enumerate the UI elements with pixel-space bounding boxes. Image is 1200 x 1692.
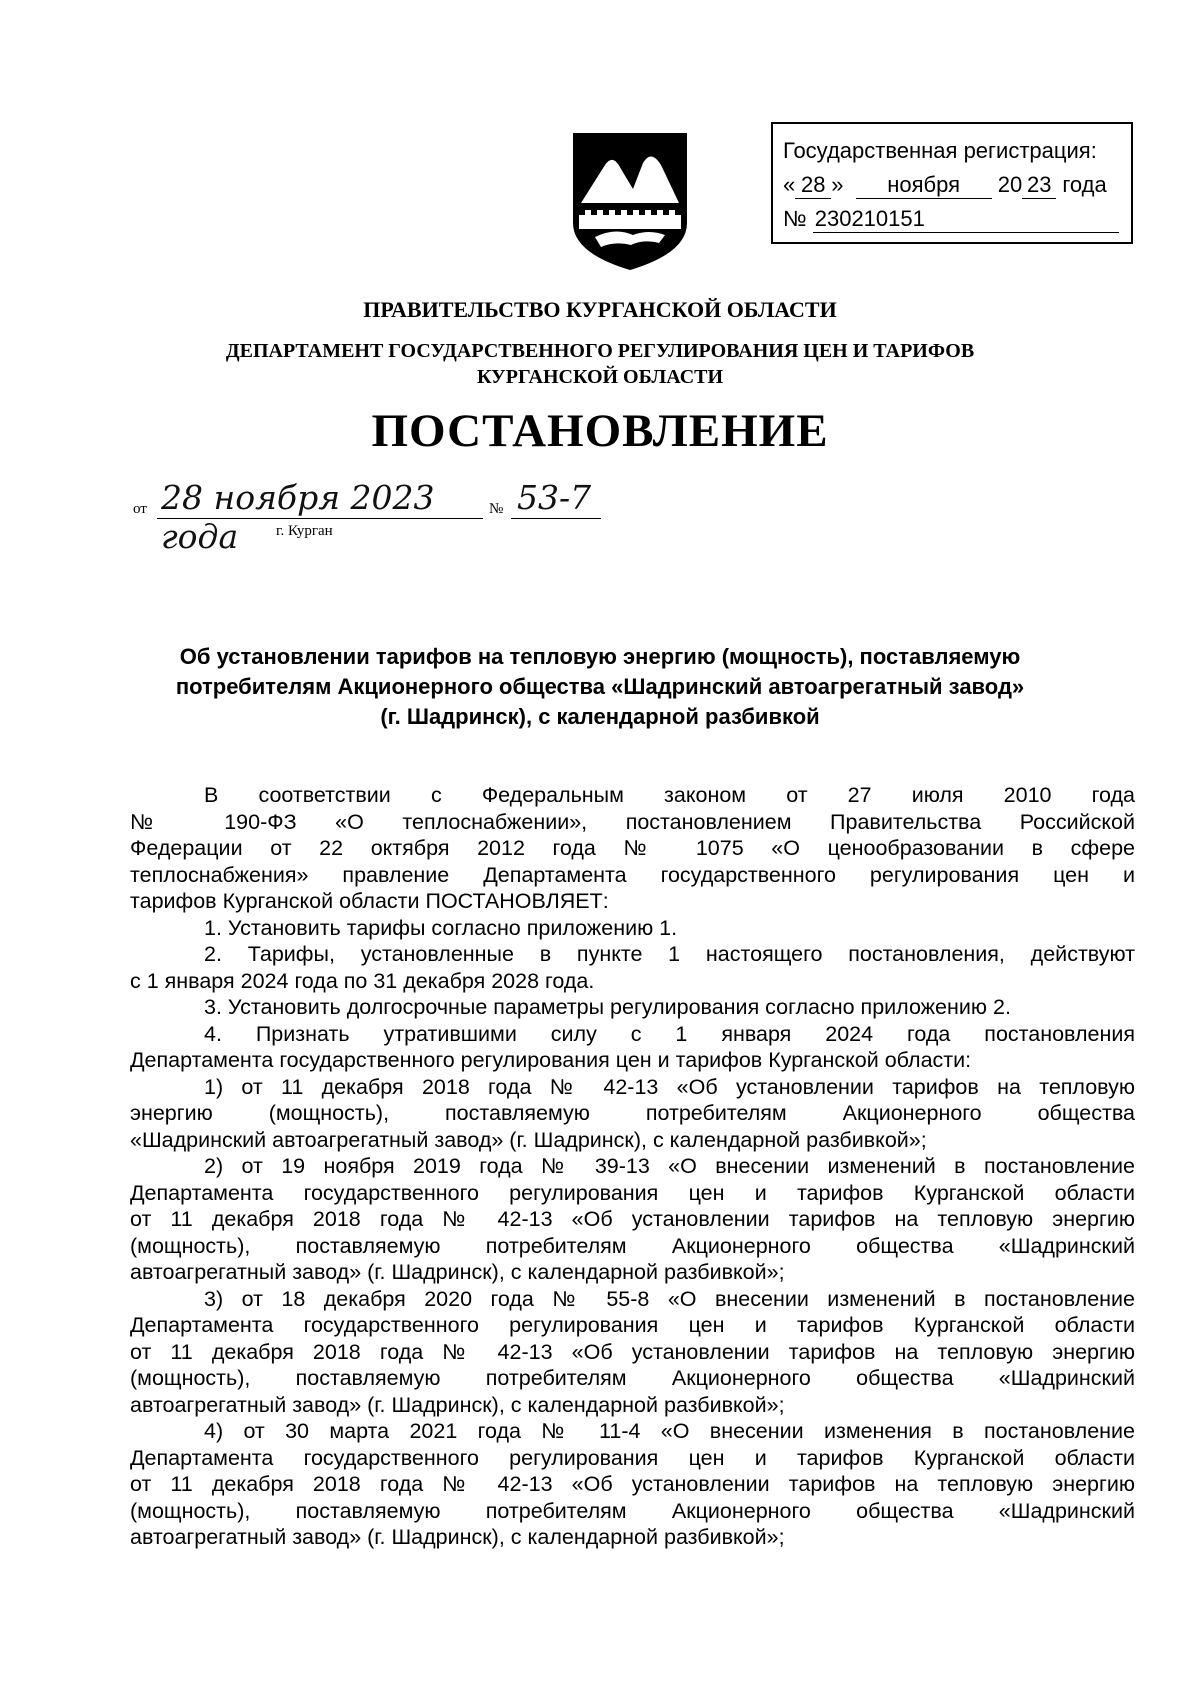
title-line: Об установлении тарифов на тепловую энергию (мощность), поставляемую <box>179 644 1021 669</box>
item-1-paragraph: 1. Установить тарифы согласно приложению 1. <box>204 915 678 940</box>
registration-box <box>771 122 1133 244</box>
from-label: от <box>133 501 147 517</box>
subitem-3-paragraph: 3) от 18 декабря 2020 года № 55-8 «О внесении изменений в постановление Департамента государственного регулирования цен и тарифов Курганской области от 11 декабря 2018 года № 42-13 «Об установлении тарифов на тепловую энергию (мощность), поставляемую потребителям Акционерного общества «Шадринский автоагрегатный завод» (г. Шадринск), с календарной разбивкой»; <box>130 1286 1135 1417</box>
registration-day: 28 <box>795 172 831 199</box>
subitem-4-paragraph: 4) от 30 марта 2021 года № 11-4 «О внесении изменения в постановление Департамента государственного регулирования цен и тарифов Курганской области от 11 декабря 2018 года № 42-13 «Об установлении тарифов на тепловую энергию (мощность), поставляемую потребителям Акционерного общества «Шадринский автоагрегатный завод» (г. Шадринск), с календарной разбивкой»; <box>130 1419 1135 1549</box>
department-name-line1: ДЕПАРТАМЕНТ ГОСУДАРСТВЕННОГО РЕГУЛИРОВАНИЯ ЦЕН И ТАРИФОВ <box>225 340 975 362</box>
number-label: № <box>489 501 504 517</box>
coat-of-arms-icon <box>571 131 689 272</box>
item-3-paragraph: 3. Установить долгосрочные параметры регулирования согласно приложению 2. <box>204 995 1011 1019</box>
department-name-line2: КУРГАНСКОЙ ОБЛАСТИ <box>476 366 724 388</box>
title-line: потребителям Акционерного общества «Шадринский автоагрегатный завод» <box>175 674 1025 699</box>
preamble-paragraph: В соответствии с Федеральным законом от 27 июля 2010 года № 190-ФЗ «О теплоснабжении», постановлением Правительства Российской Федерации от 22 октября 2012 года № 1075 «О ценообразовании в сфере теплоснабжения» правление Департамента государственного регулирования цен и тарифов Курганской области ПОСТАНОВЛЯЕТ: <box>130 783 1135 913</box>
document-type: ПОСТАНОВЛЕНИЕ <box>371 405 829 457</box>
government-name: ПРАВИТЕЛЬСТВО КУРГАНСКОЙ ОБЛАСТИ <box>363 297 837 322</box>
registration-month: ноября <box>856 172 992 199</box>
registration-number-row: № 230210151 <box>783 202 1123 236</box>
decree-date-row <box>133 478 653 556</box>
registration-number: 230210151 <box>813 206 1119 233</box>
registration-year: 23 <box>1022 172 1056 199</box>
item-2-paragraph: 2. Тарифы, установленные в пункте 1 настоящего постановления, действуют с 1 января 2024 года по 31 декабря 2028 года. <box>130 942 1135 993</box>
item-4-paragraph: 4. Признать утратившими силу с 1 января 2024 года постановления Департамента государственного регулирования цен и тарифов Курганской области: <box>130 1021 1135 1072</box>
decree-number-handwritten: 53-7 <box>517 478 592 517</box>
subitem-1-paragraph: 1) от 11 декабря 2018 года № 42-13 «Об установлении тарифов на тепловую энергию (мощность), поставляемую потребителям Акционерного общества «Шадринский автоагрегатный завод» (г. Шадринск), с календарной разбивкой»; <box>130 1074 1135 1152</box>
title-line: (г. Шадринск), с календарной разбивкой <box>380 704 820 729</box>
decree-city: г. Курган <box>276 523 333 539</box>
registration-date: « 28 » ноября 20 23 года <box>783 172 1107 197</box>
decree-number-field <box>511 478 601 519</box>
decree-date-handwritten: 28 ноября 2023 года <box>161 478 435 556</box>
registration-label: Государственная регистрация: <box>783 138 1097 163</box>
subitem-2-paragraph: 2) от 19 ноября 2019 года № 39-13 «О внесении изменений в постановление Департамента государственного регулирования цен и тарифов Курганской области от 11 декабря 2018 года № 42-13 «Об установлении тарифов на тепловую энергию (мощность), поставляемую потребителям Акционерного общества «Шадринский автоагрегатный завод» (г. Шадринск), с календарной разбивкой»; <box>130 1154 1135 1284</box>
document-title <box>120 642 1080 732</box>
document-body <box>130 782 1135 1551</box>
